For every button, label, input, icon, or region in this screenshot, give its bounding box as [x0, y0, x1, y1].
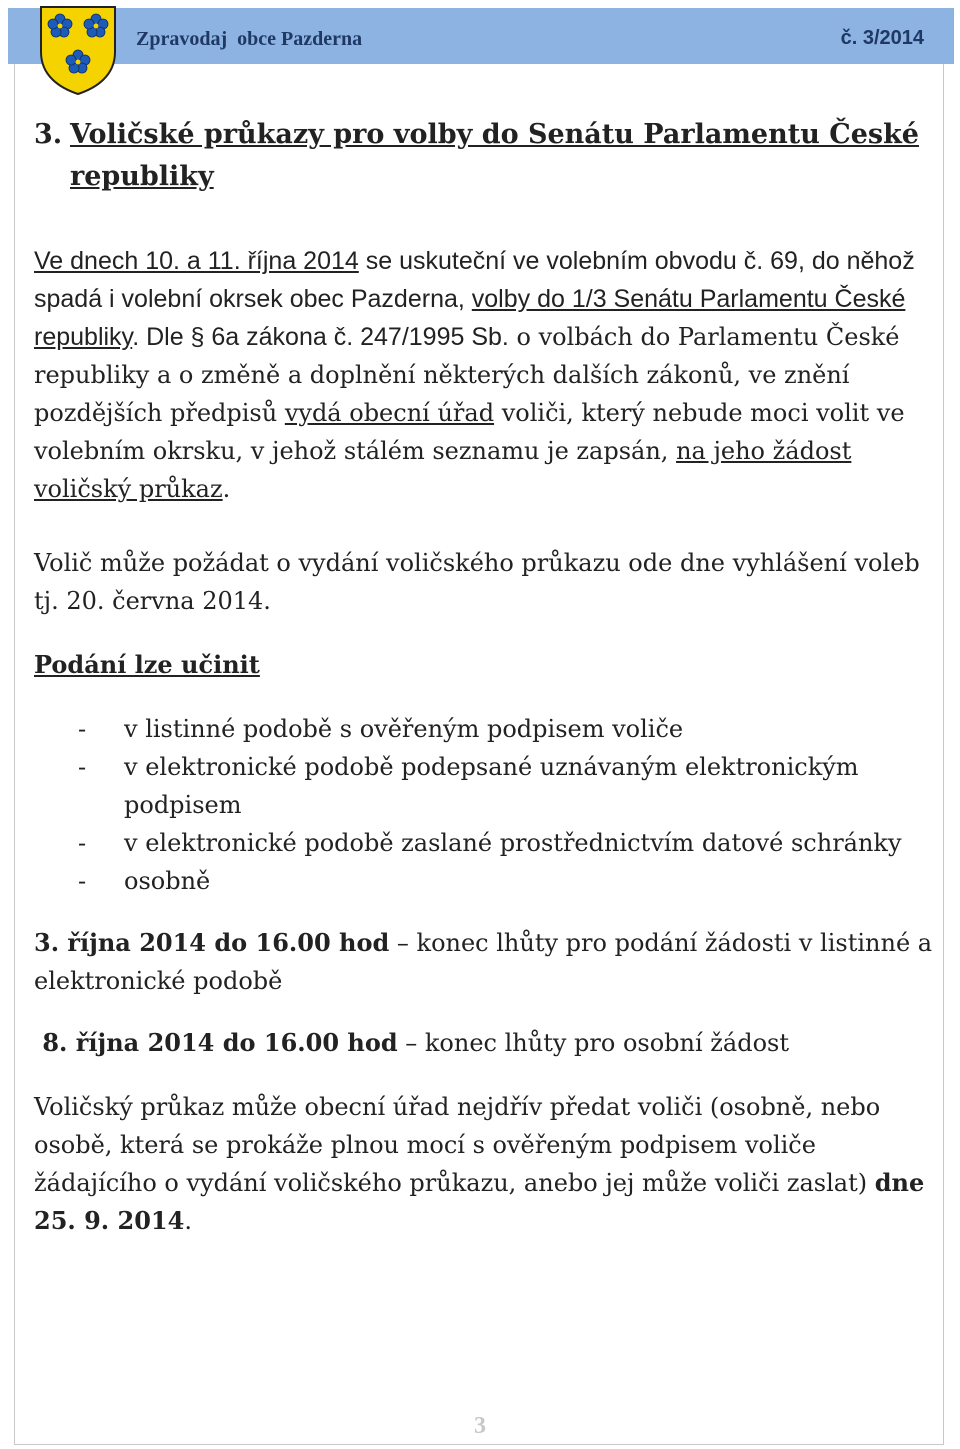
list-item: - v elektronické podobě podepsané uznávaným elektronickým podpisem — [78, 753, 859, 819]
intro-request: na jeho žádost voličský průkaz — [34, 437, 852, 503]
list-item: - osobně — [78, 867, 211, 895]
intro-text-4: voliči, který nebude moci volit ve volebním okrsku, v jehož stálém seznamu je zapsán, — [34, 399, 905, 465]
article-number: 3. — [34, 119, 63, 150]
deadline-written-text: – konec lhůty pro podání žádosti v listinné a elektronické podobě — [34, 929, 933, 995]
header-title: Zpravodaj obce Pazderna — [136, 28, 363, 50]
intro-text-5: . — [222, 475, 231, 503]
intro-text-1: se uskuteční ve volebním obvodu č. 69, do něhož spadá i volební okrsek obec Pazderna, — [34, 247, 915, 313]
submission-list — [34, 710, 934, 900]
intro-paragraph — [34, 242, 934, 508]
article-content — [34, 114, 934, 1240]
intro-text-3: o volbách do Parlamentu České republiky a o změně a doplnění některých dalších zákonů, ve znění pozdějších předpisů — [34, 323, 900, 427]
page-number: 3 — [474, 1413, 486, 1439]
coat-of-arms-icon — [38, 4, 118, 96]
intro-office: vydá obecní úřad — [284, 399, 495, 427]
deadline-written-date: 3. října 2014 do 16.00 hod — [34, 928, 390, 957]
handover-end: . — [184, 1207, 192, 1235]
list-item: - v elektronické podobě zaslané prostřednictvím datové schránky — [78, 829, 902, 857]
subheading: Podání lze učinit — [34, 650, 260, 679]
deadline-personal-date: 8. října 2014 do 16.00 hod — [34, 1028, 398, 1057]
intro-text-2: . Dle § 6a zákona č. 247/1995 Sb. — [132, 323, 509, 351]
intro-dates: Ve dnech 10. a 11. října 2014 — [34, 247, 359, 275]
request-period-paragraph: Volič může požádat o vydání voličského průkazu ode dne vyhlášení voleb tj. 20. června 2014. — [34, 549, 920, 615]
deadline-written — [34, 924, 934, 1000]
handover-date: dne 25. 9. 2014 — [34, 1168, 925, 1235]
header-bar — [8, 8, 954, 64]
article-title: Voličské průkazy pro volby do Senátu Parlamentu České republiky — [70, 119, 919, 192]
header-issue: č. 3/2014 — [840, 27, 924, 49]
intro-elections: volby do 1/3 Senátu Parlamentu České republiky — [34, 285, 906, 351]
handover-text: Voličský průkaz může obecní úřad nejdřív předat voliči (osobně, nebo osobě, která se prokáže plnou mocí s ověřeným podpisem voliče žádajícího o vydání voličského průkazu, anebo jej může voliči zaslat) — [34, 1093, 881, 1197]
article-heading — [34, 114, 934, 198]
handover-paragraph — [34, 1088, 934, 1240]
list-item: - v listinné podobě s ověřeným podpisem voliče — [78, 715, 684, 743]
deadline-personal — [34, 1024, 934, 1062]
deadline-personal-text: – konec lhůty pro osobní žádost — [397, 1029, 790, 1057]
